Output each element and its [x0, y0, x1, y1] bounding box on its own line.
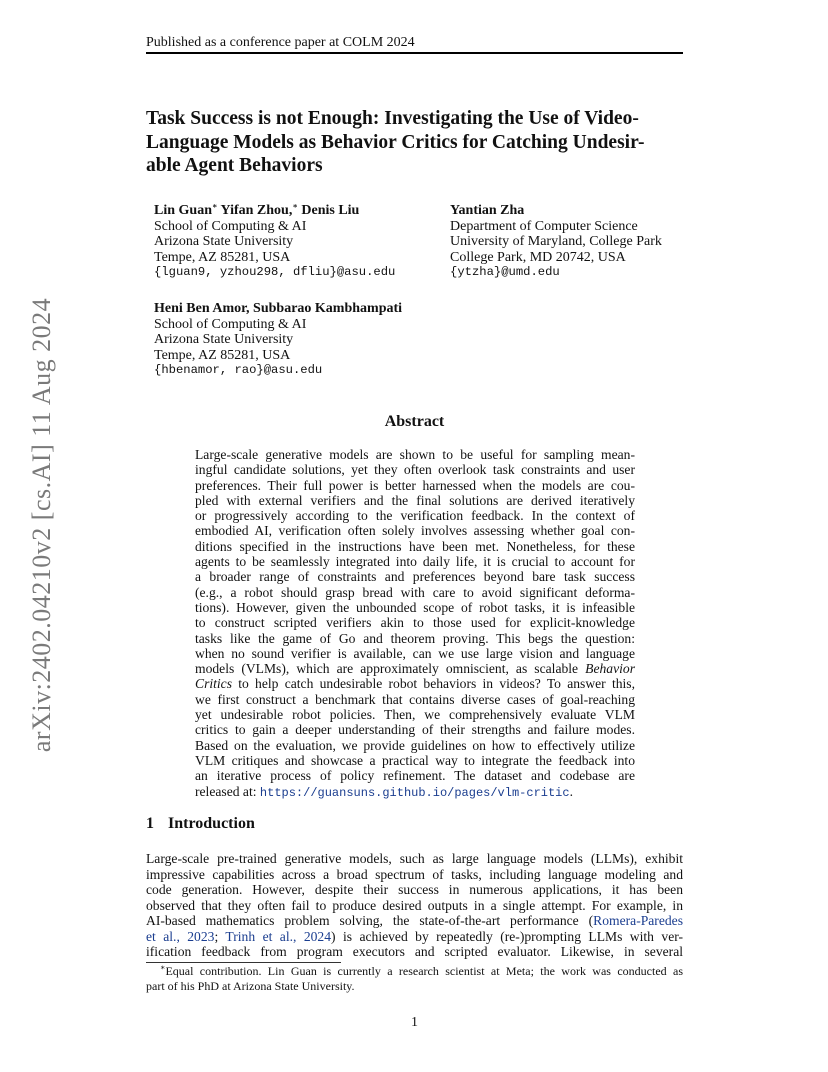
- title-line: Task Success is not Enough: Investigating the Use of Video-: [146, 108, 639, 129]
- title-line: Language Models as Behavior Critics for Catching Undesir-: [146, 131, 645, 153]
- dataset-link[interactable]: https://guansuns.github.io/pages/vlm-critic: [259, 785, 570, 800]
- arxiv-stamp: [22, 290, 62, 760]
- abstract-line: preferences. Their full power is better harnessed when the models are cou-: [195, 477, 635, 493]
- abstract-line: [195, 676, 635, 691]
- paper-title: [146, 107, 686, 178]
- arxiv-stamp-text: arXiv:2402.04210v2 [cs.AI] 11 Aug 2024: [27, 297, 56, 753]
- section-title: Introduction: [168, 815, 255, 832]
- equal-contribution-mark: ∗: [292, 201, 298, 211]
- affiliation-line: Tempe, AZ 85281, USA: [154, 249, 291, 265]
- author-names: Yantian Zha: [450, 203, 525, 218]
- affiliation-line: Department of Computer Science: [450, 218, 638, 234]
- affiliation-line: School of Computing & AI: [154, 316, 307, 332]
- footnote-line: [146, 964, 683, 979]
- abstract-text: models (VLMs), which are approximately omniscient, as scalable: [195, 661, 579, 677]
- abstract-line: [195, 661, 635, 676]
- author-names: [154, 203, 395, 219]
- affiliation-line: Arizona State University: [154, 332, 294, 347]
- footnote-text: Equal contribution. Lin Guan is currently a research scientist at Meta; the work was conducted as: [165, 964, 683, 978]
- abstract-line: ditions specified in the instructions have been met. Nonetheless, for these: [195, 538, 635, 554]
- abstract-line: [195, 784, 635, 801]
- abstract-line: yet undesirable robot policies. Then, we comprehensively evaluate VLM: [195, 707, 635, 723]
- abstract-line: tasks like the game of Go and theorem proving. This begs the question:: [195, 630, 635, 646]
- affiliation-line: School of Computing & AI: [154, 218, 307, 234]
- footnote: [146, 964, 683, 993]
- intro-line: ification feedback from program executors and scripted evaluator. Likewise, in several: [146, 944, 683, 959]
- author-name: Denis Liu: [301, 203, 360, 218]
- intro-text: AI-based mathematics problem solving, the state-of-the-art performance (: [146, 913, 594, 928]
- author-names: Heni Ben Amor, Subbarao Kambhampati: [154, 301, 403, 316]
- abstract-line: Large-scale generative models are shown to be useful for sampling mean-: [195, 447, 635, 462]
- author-block-1: [154, 203, 395, 281]
- intro-text: ) is achieved by repeatedly (re-)prompting LLMs with ver-: [331, 928, 684, 944]
- abstract-heading: Abstract: [384, 413, 445, 430]
- abstract-italic-term: Critics: [195, 676, 233, 692]
- author-block-3: [154, 301, 402, 379]
- abstract-line: ingful candidate solutions, yet they often overlook task constraints and user: [195, 462, 635, 478]
- intro-line: code generation. However, despite their success in numerous applications, it has been: [146, 882, 683, 897]
- citation-link[interactable]: et al., 2023: [146, 928, 215, 944]
- affiliation-line: College Park, MD 20742, USA: [450, 249, 626, 265]
- equal-contribution-mark: ∗: [211, 201, 218, 211]
- abstract-line: when no sound verifier is available, can we use large vision and language: [195, 645, 635, 661]
- footnote-line: part of his PhD at Arizona State University.: [146, 978, 355, 993]
- author-block-2: [450, 203, 662, 281]
- abstract-line: VLM critiques and showcase a practical way to integrate the feedback into: [195, 752, 635, 768]
- abstract-body: [195, 447, 635, 801]
- author-name: Lin Guan: [154, 203, 212, 218]
- affiliation-line: Tempe, AZ 85281, USA: [154, 347, 291, 363]
- citation-link[interactable]: Trinh et al., 2024: [225, 928, 332, 944]
- section-number: 1: [146, 815, 154, 832]
- abstract-line: an iterative process of policy refinement. The dataset and codebase are: [195, 768, 635, 784]
- footnote-rule: [146, 962, 341, 963]
- author-email: {hbenamor, rao}@asu.edu: [154, 363, 323, 377]
- abstract-text: to help catch undesirable robot behaviors in videos? To answer this,: [238, 676, 635, 692]
- abstract-line: we first construct a benchmark that contains diverse cases of goal-reaching: [195, 691, 635, 707]
- intro-line: impressive capabilities across a broad spectrum of tasks, including language modeling and: [146, 866, 683, 882]
- author-name: Yifan Zhou,: [220, 203, 293, 218]
- abstract-line: (e.g., a robot should grasp bread with care to avoid significant deforma-: [195, 584, 635, 600]
- abstract-line: a broader range of constraints and preferences beyond bare task success: [195, 569, 635, 585]
- abstract-line: to construct scripted verifiers akin to those used for explicit-knowledge: [195, 615, 635, 631]
- intro-line: observed that they often fail to produce desired outputs in a single attempt. For example, in: [146, 897, 683, 913]
- running-head: Published as a conference paper at COLM 2024: [146, 35, 415, 50]
- abstract-line: agents to be seamlessly integrated into daily life, it is crucial to account for: [195, 554, 635, 570]
- affiliation-line: University of Maryland, College Park: [450, 234, 662, 249]
- abstract-line: tions). However, given the unbounded scope of robot tasks, it is infeasible: [195, 599, 635, 615]
- intro-line: [146, 929, 683, 945]
- abstract-italic-term: Behavior: [585, 661, 635, 677]
- affiliation-line: Arizona State University: [154, 234, 294, 249]
- footnote-mark: ∗: [160, 963, 166, 972]
- title-line: able Agent Behaviors: [146, 155, 323, 176]
- abstract-line: critics to gain a deeper understanding of their strengths and failure modes.: [195, 722, 635, 738]
- intro-line: [146, 913, 683, 929]
- period: .: [569, 783, 573, 799]
- abstract-line: embodied AI, verification often solely involves assessing whether goal con-: [195, 523, 635, 539]
- abstract-line: or progressively according to the verification feedback. In the context of: [195, 508, 635, 524]
- author-email: {ytzha}@umd.edu: [450, 265, 560, 279]
- page-number: 1: [411, 1015, 418, 1030]
- abstract-line: Based on the evaluation, we provide guidelines on how to effectively utilize: [195, 737, 635, 753]
- intro-line: Large-scale pre-trained generative models, such as large language models (LLMs), exhibit: [146, 851, 683, 866]
- citation-separator: ;: [214, 928, 219, 944]
- section-heading: [146, 815, 255, 833]
- citation-link[interactable]: Romera-Paredes: [593, 913, 683, 928]
- abstract-text: released at:: [195, 783, 257, 799]
- introduction-body: [146, 851, 683, 960]
- header-rule: [146, 52, 683, 54]
- abstract-line: pled with external verifiers and the final solutions are derived iteratively: [195, 492, 635, 508]
- author-email: {lguan9, yzhou298, dfliu}@asu.edu: [154, 265, 396, 279]
